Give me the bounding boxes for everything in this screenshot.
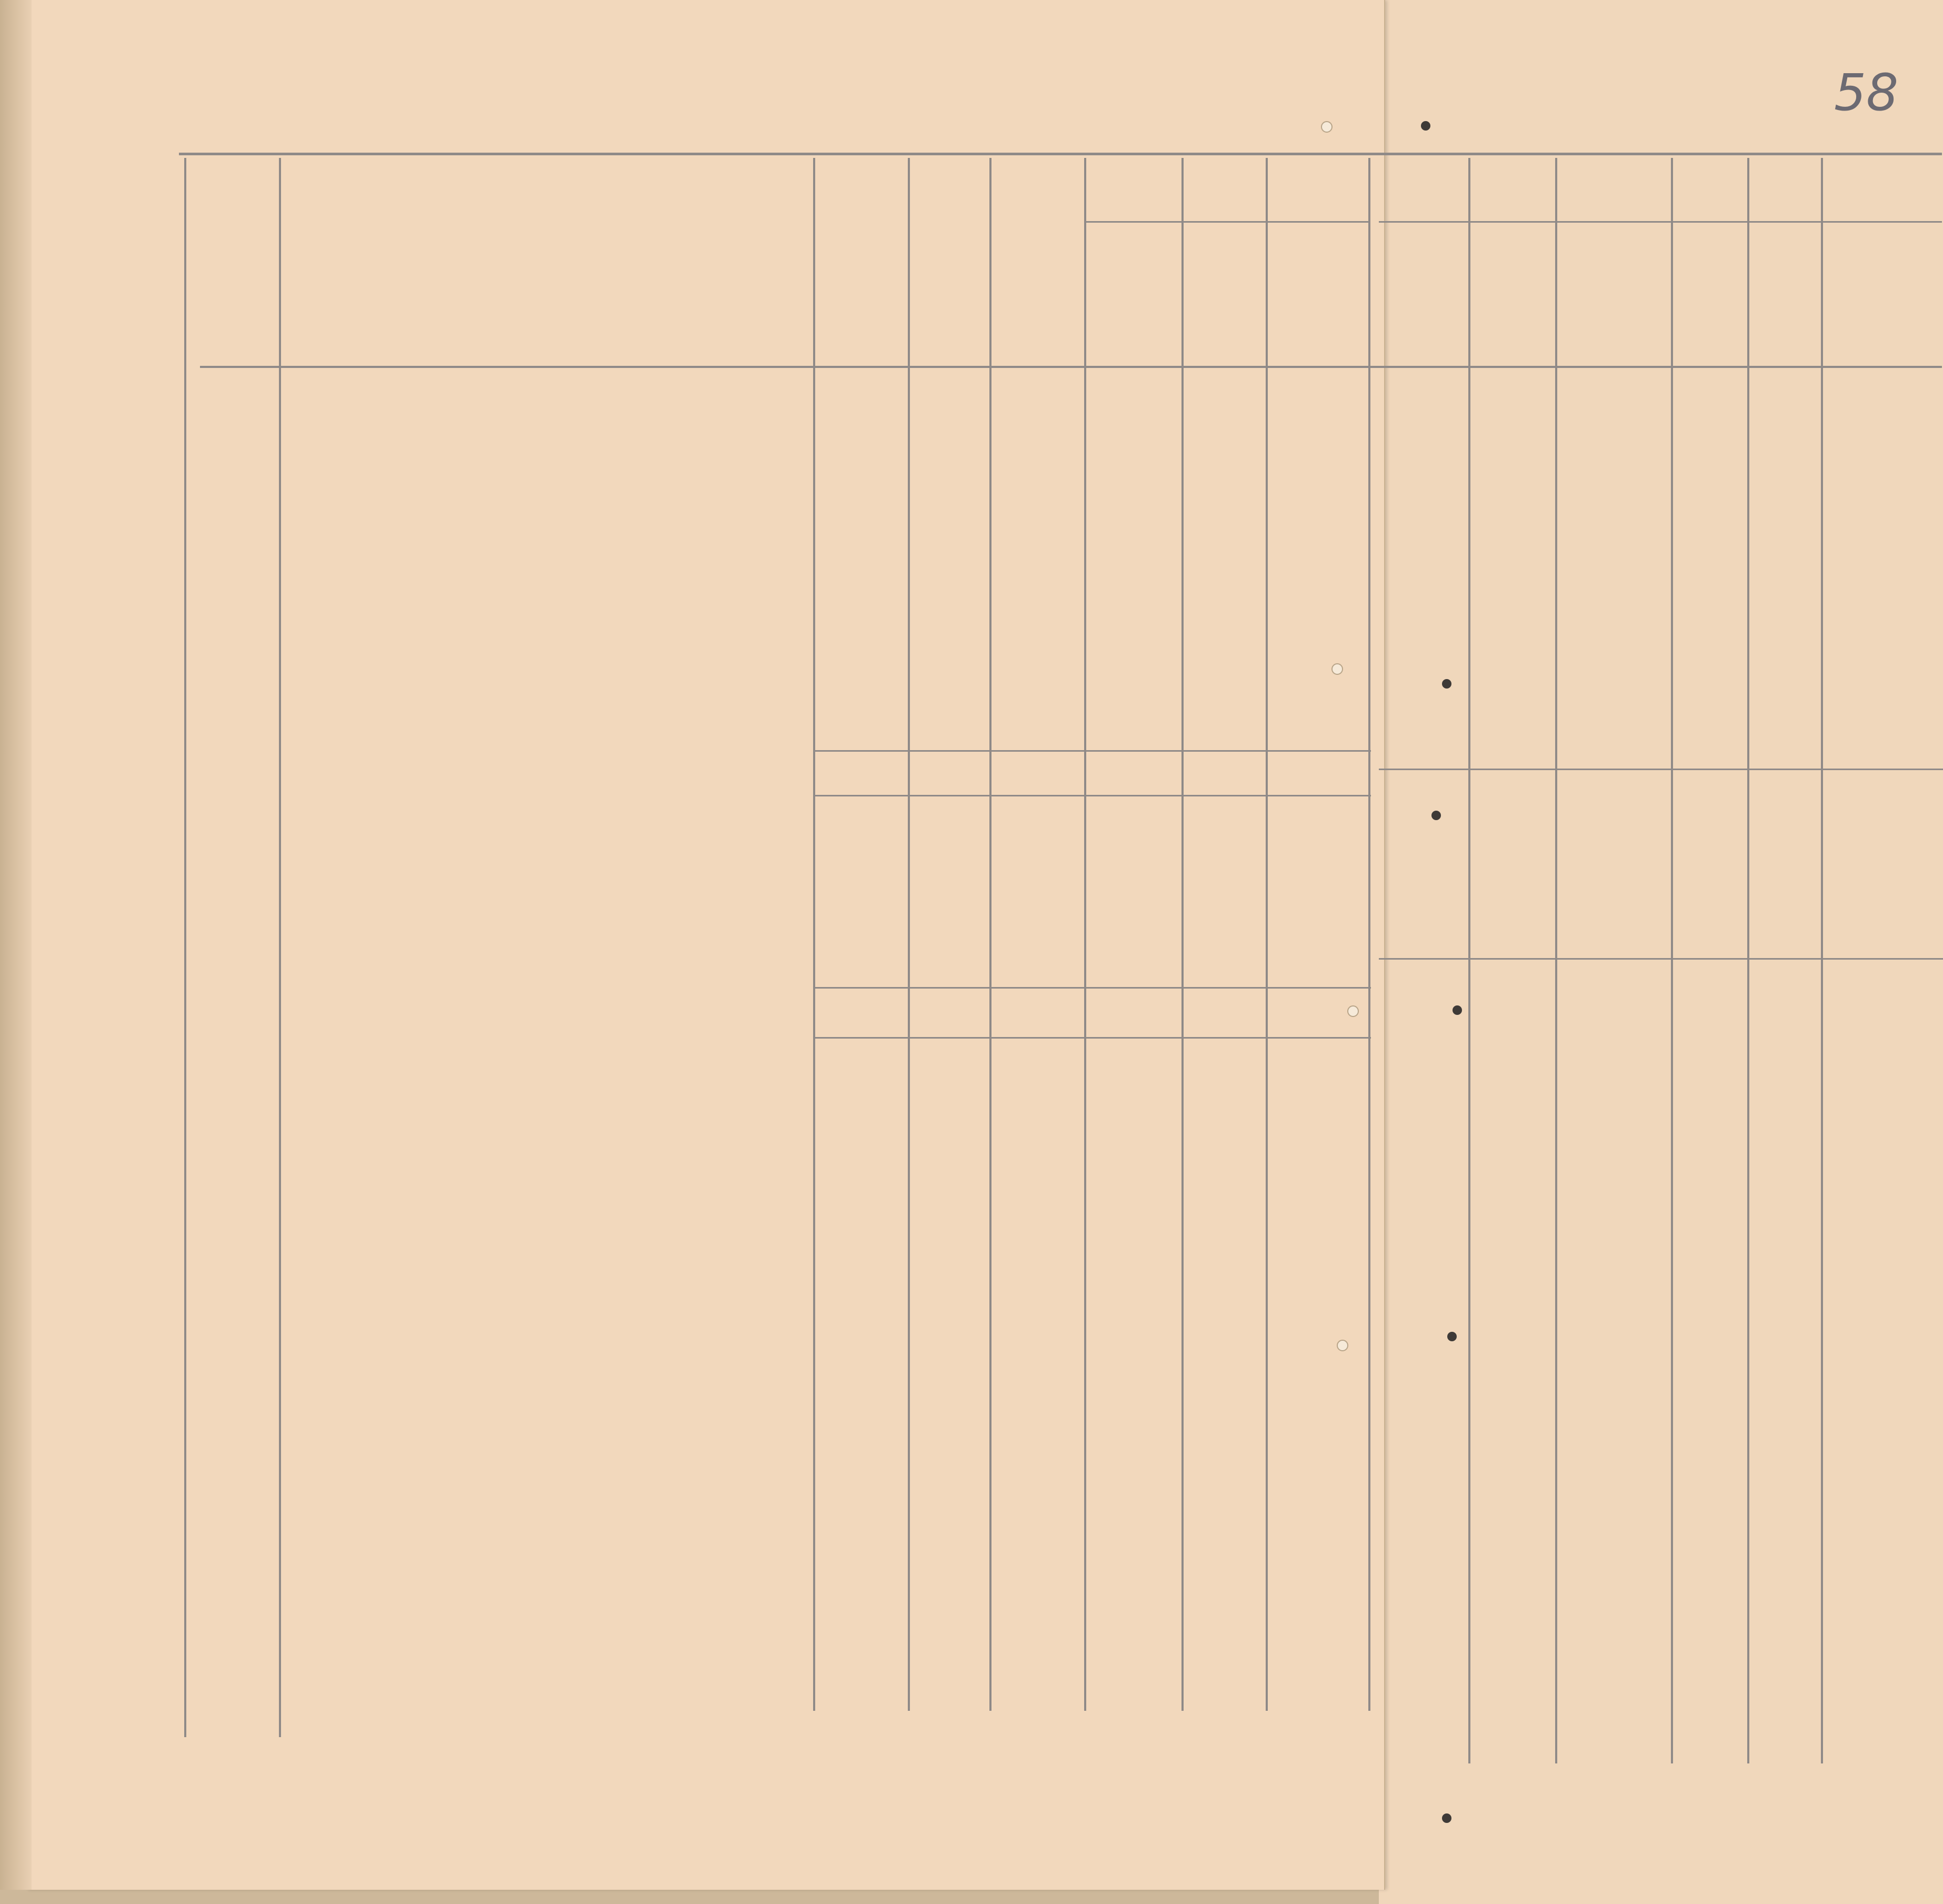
- page-number: 58: [1834, 63, 1899, 122]
- column-rule: [1368, 158, 1370, 1711]
- column-rule: [1821, 158, 1823, 1763]
- column-rule: [1084, 158, 1086, 1711]
- header-subcolumn: [1268, 205, 1331, 353]
- punch-hole: [1337, 1340, 1348, 1351]
- punch-hole: [1447, 1332, 1457, 1341]
- column-rule: [1555, 158, 1557, 1763]
- punch-hole: [1321, 121, 1333, 133]
- header-subcolumn: [921, 205, 984, 353]
- column-rule: [908, 158, 910, 1711]
- group-11-right-rule: [1379, 958, 1943, 960]
- column-rule: [184, 158, 186, 1737]
- total-1-bottom-rule: [813, 795, 1371, 796]
- header-subcolumn: [1187, 205, 1250, 353]
- header-subcolumn: [1400, 205, 1463, 353]
- column-rule: [1747, 158, 1749, 1763]
- column-rule: [1468, 158, 1470, 1763]
- header-subcolumn: [1842, 205, 1905, 353]
- group-11-rule: [813, 987, 1371, 989]
- column-rule: [989, 158, 991, 1711]
- group-11-bottom-rule: [813, 1037, 1371, 1039]
- header-subcolumn: [1750, 205, 1813, 353]
- header-subcolumn: [1674, 205, 1737, 353]
- column-rule: [1671, 158, 1673, 1763]
- header-subcolumn: [997, 205, 1060, 353]
- column-rule: [1266, 158, 1268, 1711]
- header-subcolumn: [1474, 205, 1537, 353]
- total-1-rule: [813, 750, 1371, 752]
- header-bottom-rule: [200, 366, 1942, 368]
- punch-hole: [1421, 121, 1430, 131]
- punch-hole: [1431, 811, 1441, 820]
- header-subcolumn: [1579, 205, 1642, 353]
- punch-hole: [1453, 1005, 1462, 1015]
- column-rule: [1181, 158, 1184, 1711]
- header-top-rule: [179, 153, 1942, 155]
- punch-hole: [1442, 679, 1451, 689]
- punch-hole: [1347, 1005, 1359, 1017]
- header-subcolumn: [1100, 205, 1163, 353]
- column-rule: [279, 158, 281, 1737]
- total-1-right-rule: [1379, 769, 1943, 770]
- header-subcolumn: [834, 205, 897, 353]
- column-rule: [813, 158, 815, 1711]
- punch-hole: [1442, 1813, 1451, 1823]
- punch-hole: [1331, 663, 1343, 675]
- page-edge: [0, 0, 32, 1890]
